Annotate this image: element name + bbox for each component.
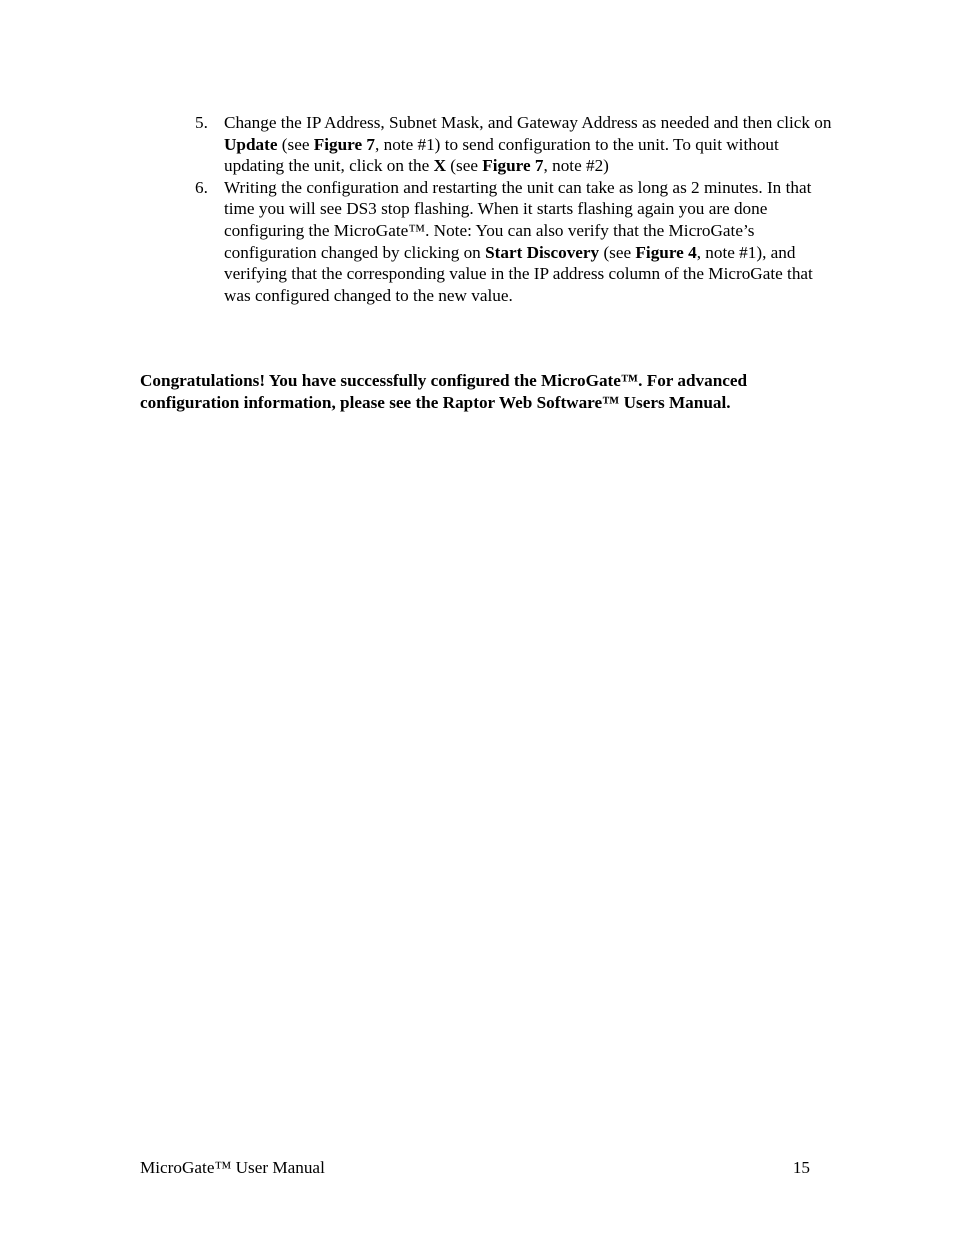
congratulations-note: Congratulations! You have successfully configured the MicroGate™. For advanced configuration information, please see the Raptor Web Software™ Users Manual. xyxy=(140,371,748,412)
instruction-steps xyxy=(195,112,835,306)
page-number: 15 xyxy=(792,1158,810,1177)
step-number: 5. xyxy=(195,113,208,132)
step-text: Change the IP Address, Subnet Mask, and Gateway Address as needed and then click on Update (see Figure 7, note #1) to send configuration to the unit. To quit without updating the unit, click on the X (see Figure 7, note #2) xyxy=(224,113,832,176)
step-text: Writing the configuration and restarting the unit can take as long as 2 minutes. In that time you will see DS3 stop flashing. When it starts flashing again you are done configuring the MicroGate™. Note: You can also verify that the MicroGate’s configuration changed by clicking on Start Discovery (see Figure 4, note #1), and verifying that the corresponding value in the IP address column of the MicroGate that was configured changed to the new value. xyxy=(224,177,813,305)
step-number: 6. xyxy=(195,177,208,197)
footer-title: MicroGate™ User Manual xyxy=(140,1158,325,1177)
page-footer xyxy=(140,1157,810,1179)
step-item xyxy=(195,177,835,307)
step-item xyxy=(195,112,835,177)
